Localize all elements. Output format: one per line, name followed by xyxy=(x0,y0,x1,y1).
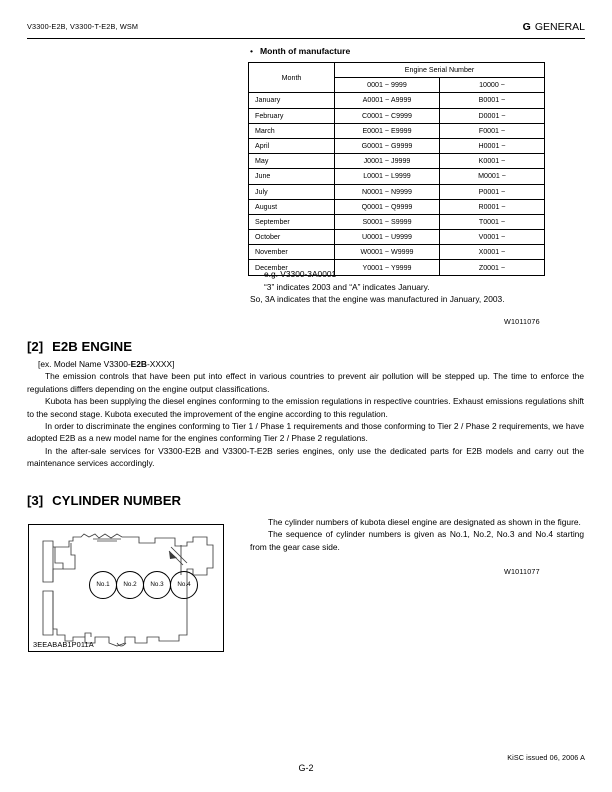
cell-range-low: N0001 ~ N9999 xyxy=(335,184,440,199)
cell-month: August xyxy=(249,199,335,214)
cell-month: May xyxy=(249,154,335,169)
engine-left-lower-flange xyxy=(43,591,53,635)
cell-range-high: M0001 ~ xyxy=(440,169,545,184)
cylinder-label-no4: No.4 xyxy=(170,571,198,599)
example-line-2: “3” indicates 2003 and “A” indicates January. xyxy=(264,281,430,292)
cell-range-low: Q0001 ~ Q9999 xyxy=(335,199,440,214)
month-table-body xyxy=(249,93,545,275)
cell-range-low: W0001 ~ W9999 xyxy=(335,245,440,260)
cell-range-low: E0001 ~ E9999 xyxy=(335,123,440,138)
cell-range-low: U0001 ~ U9999 xyxy=(335,230,440,245)
section-2-heading xyxy=(27,339,132,354)
section-3-heading xyxy=(27,493,181,508)
model-name-bold: E2B xyxy=(130,359,147,369)
footer-page-number: G-2 xyxy=(298,763,314,773)
cell-range-high: H0001 ~ xyxy=(440,138,545,153)
cell-month: November xyxy=(249,245,335,260)
cell-range-low: C0001 ~ C9999 xyxy=(335,108,440,123)
table-row xyxy=(249,199,545,214)
cell-range-low: A0001 ~ A9999 xyxy=(335,93,440,108)
section-3-number: [3] xyxy=(27,493,44,508)
table-header-range-high: 10000 ~ xyxy=(440,78,545,93)
cell-month: December xyxy=(249,260,335,275)
serial-number-example-block xyxy=(250,268,582,306)
cell-range-high: T0001 ~ xyxy=(440,214,545,229)
table-row xyxy=(249,245,545,260)
page-header xyxy=(27,20,585,39)
cell-month: June xyxy=(249,169,335,184)
cylinder-label-no1: No.1 xyxy=(89,571,117,599)
cell-month: April xyxy=(249,138,335,153)
header-section-label xyxy=(523,20,585,34)
header-section-title: GENERAL xyxy=(534,21,585,33)
section-2-paragraph-1: The emission controls that have been put into effect in various countries to prevent air pollution will be stepped up. The time to enforce the regulations differs depending on the engine output classifications. xyxy=(27,371,584,394)
section-2-paragraph-2: Kubota has been supplying the diesel engines conforming to the emission regulations in respective countries. Exhaust emissions regulations shift to the second stage. Kubota executed the improvement of the engine according to this regulation. xyxy=(27,396,584,419)
section-2-body xyxy=(27,358,584,470)
cell-range-low: G0001 ~ G9999 xyxy=(335,138,440,153)
cell-month: February xyxy=(249,108,335,123)
cell-month: March xyxy=(249,123,335,138)
table-header-month: Month xyxy=(249,63,335,93)
engine-bottom-foot-left xyxy=(85,633,91,637)
table-header-range-low: 0001 ~ 9999 xyxy=(335,78,440,93)
month-of-manufacture-heading xyxy=(250,46,350,56)
table-row xyxy=(249,154,545,169)
cell-range-low: Y0001 ~ Y9999 xyxy=(335,260,440,275)
section-2-paragraph-4: In the after-sale services for V3300-E2B and V3300-T-E2B series engines, only use the dedicated parts for E2B models and carry out the maintenance services accordingly. xyxy=(27,445,584,469)
section-3-paragraph-1: The cylinder numbers of kubota diesel engine are designated as shown in the figure. xyxy=(268,517,581,527)
cell-range-high: B0001 ~ xyxy=(440,93,545,108)
month-of-manufacture-label: Month of manufacture xyxy=(260,46,351,56)
cell-range-high: P0001 ~ xyxy=(440,184,545,199)
section-3-body xyxy=(250,516,584,553)
table-row xyxy=(249,184,545,199)
engine-left-upper-flange xyxy=(43,541,53,582)
table-row xyxy=(249,123,545,138)
cell-range-low: L0001 ~ L9999 xyxy=(335,169,440,184)
footer-issue-note: KiSC issued 06, 2006 A xyxy=(507,753,585,762)
cylinder-label-no3: No.3 xyxy=(143,571,171,599)
section-2-paragraph-3: In order to discriminate the engines conforming to Tier 1 / Phase 1 requirements and those conforming to Tier 2 / Phase 2 requirements, we have adopted E2B as a new model name for the engines conforming Tier 2 / Phase 2 regulations. xyxy=(27,421,584,444)
section-3-title: CYLINDER NUMBER xyxy=(52,493,182,508)
month-of-manufacture-table xyxy=(248,62,545,276)
table-row xyxy=(249,214,545,229)
table-row xyxy=(249,108,545,123)
cell-range-high: Z0001 ~ xyxy=(440,260,545,275)
cell-month: September xyxy=(249,214,335,229)
cell-range-low: S0001 ~ S9999 xyxy=(335,214,440,229)
table-header-engine-serial-number: Engine Serial Number xyxy=(335,63,545,78)
section-3-paragraph-2: The sequence of cylinder numbers is given as No.1, No.2, No.3 and No.4 starting from the gear case side. xyxy=(250,529,584,552)
section-2-model-name-line xyxy=(27,358,584,370)
cell-month: January xyxy=(249,93,335,108)
table-row xyxy=(249,138,545,153)
figure-caption-code: 3EEABAB1P011A xyxy=(33,640,94,649)
table-header-row-1 xyxy=(249,63,545,78)
bullet-icon: • xyxy=(250,46,254,56)
table-row xyxy=(249,230,545,245)
section-2-number: [2] xyxy=(27,339,44,354)
model-name-prefix: [ex. Model Name V3300- xyxy=(38,359,131,369)
reference-code-w1011077: W1011077 xyxy=(504,567,540,576)
section-2-title: E2B ENGINE xyxy=(52,339,133,354)
cell-range-high: D0001 ~ xyxy=(440,108,545,123)
cell-month: July xyxy=(249,184,335,199)
cell-range-high: V0001 ~ xyxy=(440,230,545,245)
cell-range-high: F0001 ~ xyxy=(440,123,545,138)
engine-cylinder-figure xyxy=(28,524,224,652)
cell-range-high: R0001 ~ xyxy=(440,199,545,214)
table-row xyxy=(249,93,545,108)
example-line-3: So, 3A indicates that the engine was manufactured in January, 2003. xyxy=(250,294,505,305)
cell-month: October xyxy=(249,230,335,245)
header-model-text: V3300-E2B, V3300-T-E2B, WSM xyxy=(27,22,139,31)
cell-range-low: J0001 ~ J9999 xyxy=(335,154,440,169)
table-row xyxy=(249,169,545,184)
cylinder-label-no2: No.2 xyxy=(116,571,144,599)
cell-range-high: X0001 ~ xyxy=(440,245,545,260)
cell-range-high: K0001 ~ xyxy=(440,154,545,169)
model-name-suffix: -XXXX] xyxy=(146,359,175,369)
reference-code-w1011076: W1011076 xyxy=(504,317,540,326)
header-section-letter: G xyxy=(522,21,531,33)
example-line-1: e.g. V3300-3A0001 xyxy=(264,269,337,279)
